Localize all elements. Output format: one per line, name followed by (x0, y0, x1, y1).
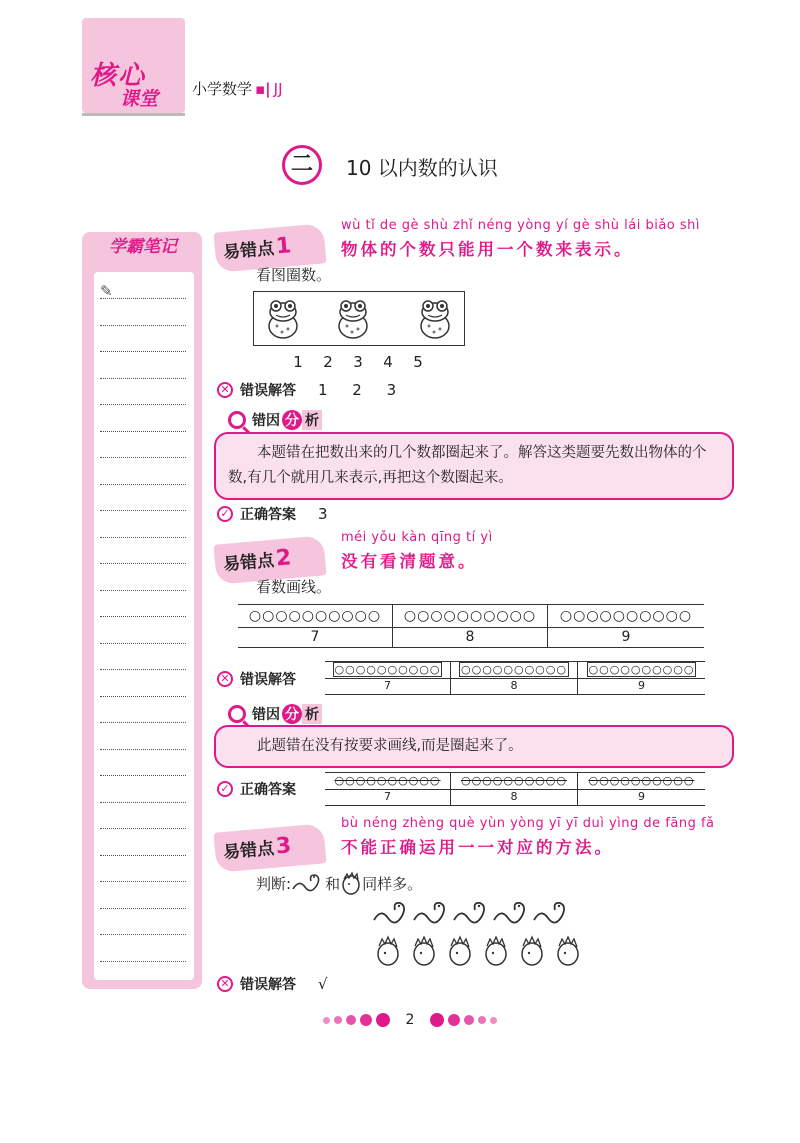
section2-title: 没有看清题意。 (341, 552, 478, 571)
prompt-prefix: 判断: (256, 874, 292, 893)
note-line (100, 510, 186, 511)
note-line (100, 616, 186, 617)
prompt-suffix: 同样多。 (362, 874, 423, 893)
snake-icon (372, 898, 410, 930)
frog-picture-box (253, 291, 465, 346)
circled-group: ○○○○○○○○○○ (588, 663, 695, 676)
note-line (100, 881, 186, 882)
number-line-label: 7 (384, 679, 391, 692)
number-line-label: 9 (621, 629, 631, 645)
snake-icon (492, 898, 530, 930)
footer-dot (323, 1017, 330, 1024)
wrong-answer-row-2 (217, 669, 296, 689)
number-choices (283, 353, 433, 371)
number-line-cell (325, 773, 451, 805)
circle-row: ○○○○○○○○○○ (393, 605, 547, 628)
crossed-circle-row: ○○○○○○○○○○ (578, 773, 705, 790)
number-line-cell (578, 662, 705, 694)
note-line (100, 484, 186, 485)
hedgehog-icon (340, 870, 362, 896)
page-number: 2 (405, 1012, 415, 1028)
footer-dot (376, 1013, 390, 1027)
wrong-mark-icon: ✕ (217, 671, 233, 687)
crossed-circle-row: ○○○○○○○○○○ (325, 773, 450, 790)
subject-label (192, 78, 283, 99)
logo-text-top: 核心 (90, 61, 147, 91)
hedgehog-icon (446, 934, 474, 968)
note-line (100, 828, 186, 829)
number-line-cell (325, 662, 451, 694)
section2-prompt: 看数画线。 (256, 578, 332, 596)
note-line (100, 802, 186, 803)
note-line (100, 431, 186, 432)
chapter-title: 10 以内数的认识 (346, 156, 498, 180)
note-line (100, 643, 186, 644)
error-point-label: 易错点 (222, 238, 275, 264)
snake-icon (452, 898, 490, 930)
correct-answer-row-2 (217, 779, 296, 799)
note-line (100, 590, 186, 591)
number-line-cell (451, 773, 578, 805)
wrong-answer-row-3 (217, 974, 338, 994)
reason-text: 本题错在把数出来的几个数都圈起来了。解答这类题要先数出物体的个数,有几个就用几来表示,再把这个数圈起来。 (228, 445, 707, 486)
circle-row: ○○○○○○○○○○ (548, 605, 704, 628)
footer-dot (490, 1017, 497, 1024)
note-line (100, 775, 186, 776)
number-line-question (238, 604, 704, 648)
note-line (100, 298, 186, 299)
subject-separator: ▪| (255, 80, 271, 98)
section2-pinyin: méi yǒu kàn qīng tí yì (341, 530, 493, 545)
note-line (100, 722, 186, 723)
number-line-label: 8 (510, 679, 518, 692)
error-point-number: 3 (274, 833, 293, 860)
header-rule (82, 113, 185, 116)
hedgehog-icon (410, 934, 438, 968)
number-line-cell (548, 605, 704, 647)
correct-answer-value: 3 (318, 505, 338, 523)
reason-highlight: 析 (302, 410, 322, 430)
prompt-middle: 和 (325, 874, 341, 893)
frog-icon (416, 298, 454, 340)
hedgehog-icon (518, 934, 546, 968)
circled-group: ○○○○○○○○○○ (334, 663, 441, 676)
number-line-cell (238, 605, 393, 647)
wrong-answer-label: 错误解答 (240, 383, 296, 399)
note-line (100, 749, 186, 750)
crossed-circle-row: ○○○○○○○○○○ (451, 773, 577, 790)
reason-box-2 (214, 725, 734, 768)
number-choice[interactable]: 2 (323, 353, 333, 371)
snake-icon (291, 871, 325, 895)
correct-answer-row-1 (217, 504, 338, 524)
circle-row: ○○○○○○○○○○ (238, 605, 392, 628)
number-line-cell (578, 773, 705, 805)
reason-box-1 (214, 432, 734, 500)
note-line (100, 855, 186, 856)
error-point-number: 1 (274, 233, 293, 260)
hedgehog-icon (554, 934, 582, 968)
note-line (100, 908, 186, 909)
error-point-tag-3 (213, 823, 326, 872)
note-line (100, 537, 186, 538)
section3-pinyin: bù néng zhèng què yùn yòng yī yī duì yìng de fāng fǎ (341, 816, 715, 831)
reason-text: 此题错在没有按要求画线,而是圈起来了。 (257, 738, 523, 754)
hedgehog-icon (482, 934, 510, 968)
reason-heading-1 (228, 410, 322, 430)
number-line-cell (451, 662, 578, 694)
error-point-number: 2 (274, 545, 293, 572)
correct-answer-label: 正确答案 (240, 507, 296, 523)
snake-icon (532, 898, 570, 930)
number-line-label: 7 (384, 790, 391, 803)
reason-highlight: 析 (302, 704, 322, 724)
footer-dot (334, 1016, 342, 1024)
reason-label: 错因 (252, 413, 280, 429)
number-line-correct (325, 772, 705, 806)
footer-dot (346, 1015, 356, 1025)
note-line (100, 961, 186, 962)
wrong-answer-label: 错误解答 (240, 672, 296, 688)
number-line-cell (393, 605, 548, 647)
section3-prompt (256, 870, 422, 896)
frog-icon (334, 298, 372, 340)
logo-text-bottom: 课堂 (120, 88, 159, 110)
notes-sidebar-title: 学霸笔记 (109, 237, 177, 257)
footer-dot (360, 1014, 372, 1026)
reason-heading-2 (228, 704, 322, 724)
number-choice[interactable]: 1 (293, 353, 303, 371)
number-choice[interactable]: 5 (413, 353, 423, 371)
correct-answer-label: 正确答案 (240, 782, 296, 798)
wrong-answer-row-1 (217, 380, 406, 400)
wrong-answer-value: √ (318, 975, 338, 993)
footer-dot (430, 1013, 444, 1027)
footer-dot (478, 1016, 486, 1024)
check-mark-icon: ✓ (217, 506, 233, 522)
hedgehog-icon (374, 934, 402, 968)
number-line-label: 7 (310, 629, 320, 645)
reason-highlight: 分 (282, 704, 302, 724)
section3-title: 不能正确运用一一对应的方法。 (341, 838, 614, 857)
circled-group: ○○○○○○○○○○ (461, 663, 567, 676)
wrong-mark-icon: ✕ (217, 382, 233, 398)
wrong-answer-value: 1 2 3 (318, 381, 407, 399)
note-line (100, 563, 186, 564)
section1-pinyin: wù tǐ de gè shù zhǐ néng yòng yí gè shù lái biǎo shì (341, 218, 700, 233)
magnifier-icon (228, 705, 246, 723)
check-mark-icon: ✓ (217, 781, 233, 797)
error-point-label: 易错点 (222, 550, 275, 576)
note-line (100, 325, 186, 326)
subject-name: 小学数学 (192, 80, 253, 98)
number-line-label: 8 (510, 790, 518, 803)
footer-dot (464, 1015, 474, 1025)
chapter-number-badge: 二 (282, 145, 322, 185)
note-line (100, 696, 186, 697)
frog-icon (264, 298, 302, 340)
number-choice[interactable]: 4 (383, 353, 393, 371)
number-choice[interactable]: 3 (353, 353, 363, 371)
note-line (100, 457, 186, 458)
number-line-label: 9 (638, 790, 645, 803)
note-line (100, 378, 186, 379)
number-line-wrong (325, 661, 705, 695)
error-point-label: 易错点 (222, 838, 275, 864)
note-line (100, 351, 186, 352)
number-line-label: 8 (465, 629, 475, 645)
reason-highlight: 分 (282, 410, 302, 430)
note-line (100, 404, 186, 405)
reason-label: 错因 (252, 707, 280, 723)
page-footer (300, 1012, 520, 1028)
snake-icon (412, 898, 450, 930)
number-line-label: 9 (638, 679, 645, 692)
section1-prompt: 看图圈数。 (256, 266, 332, 284)
edition-label: JJ (273, 80, 283, 98)
pencil-icon: ✎ (100, 282, 113, 300)
footer-dot (448, 1014, 460, 1026)
wrong-answer-label: 错误解答 (240, 977, 296, 993)
note-line (100, 934, 186, 935)
wrong-mark-icon: ✕ (217, 976, 233, 992)
note-line (100, 669, 186, 670)
magnifier-icon (228, 411, 246, 429)
section1-title: 物体的个数只能用一个数来表示。 (341, 240, 634, 259)
